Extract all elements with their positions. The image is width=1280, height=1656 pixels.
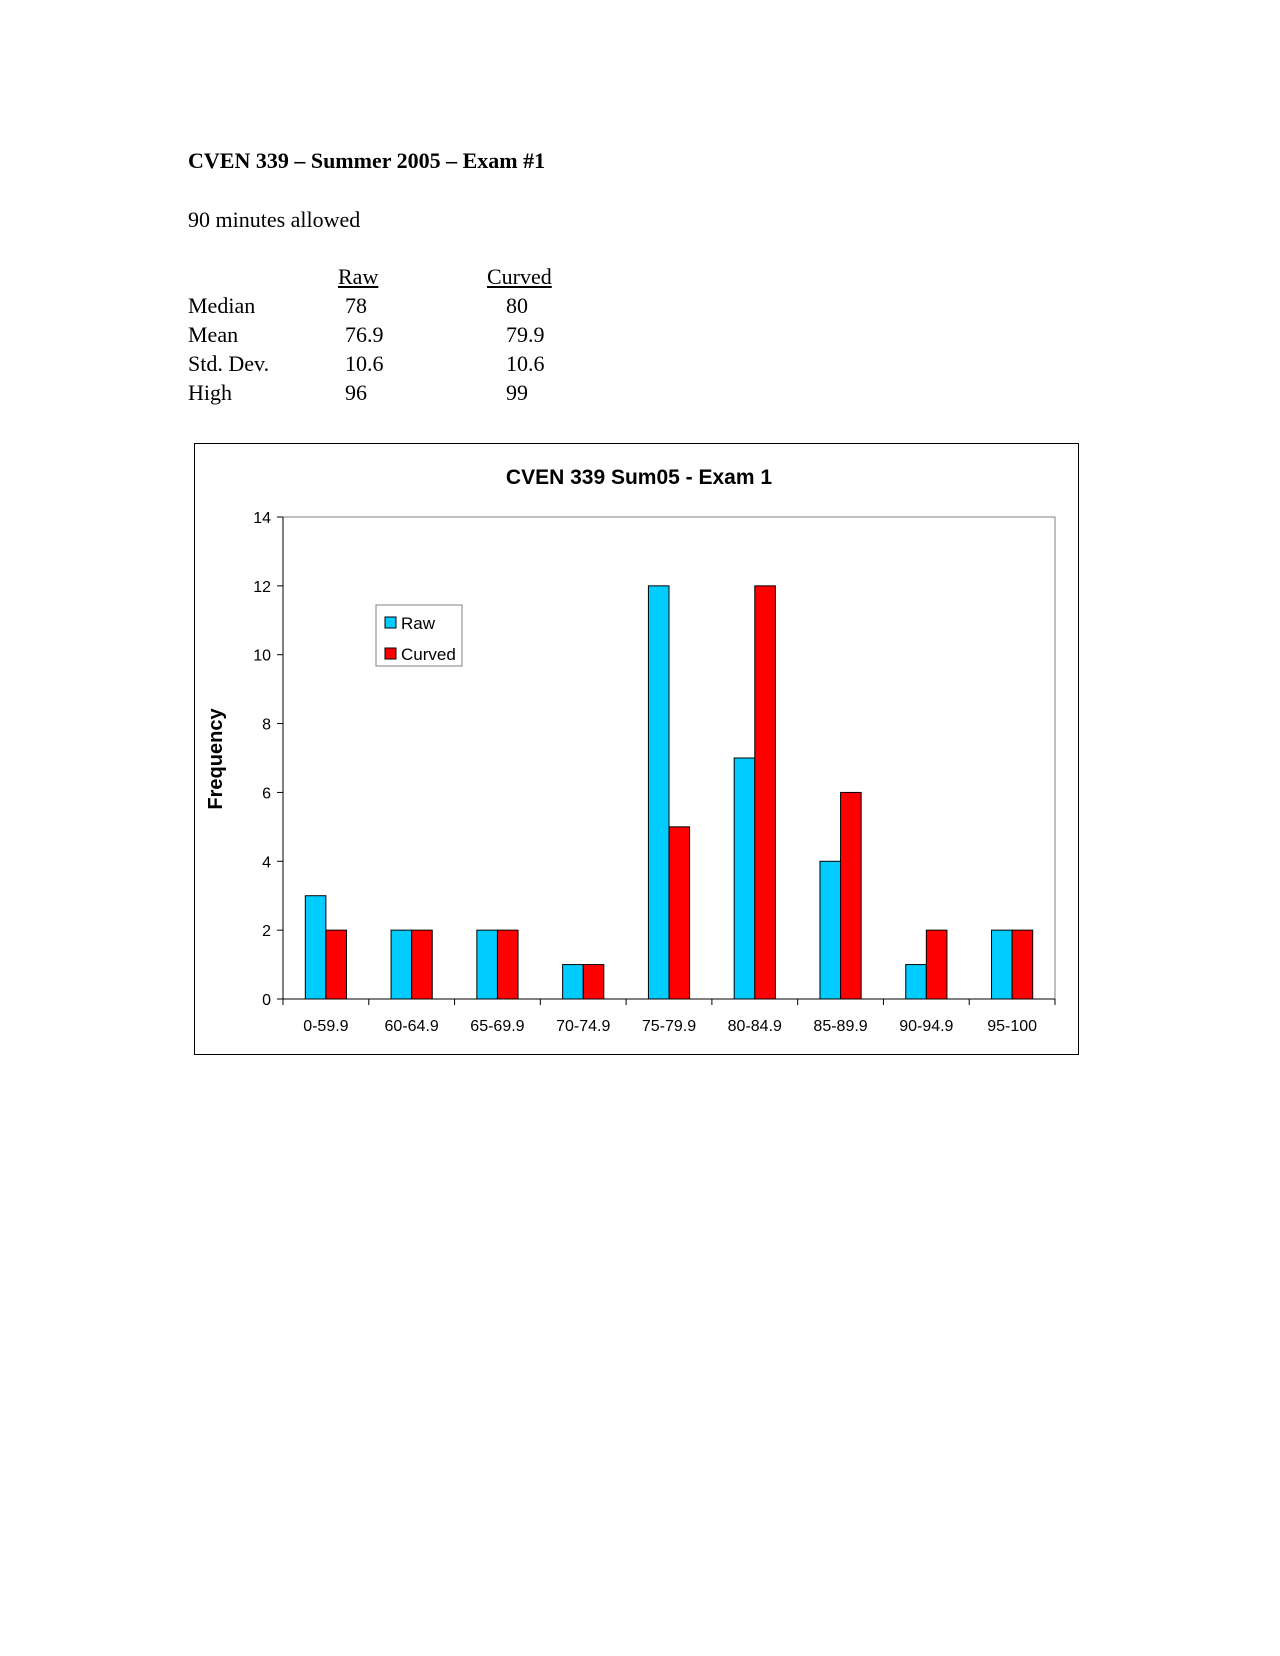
bar-curved xyxy=(755,586,776,999)
stat-label: High xyxy=(188,380,232,405)
histogram-chart xyxy=(195,444,1078,1054)
bar-raw xyxy=(305,896,326,999)
x-tick-label: 65-69.9 xyxy=(470,1018,525,1035)
stat-label: Mean xyxy=(188,322,239,347)
y-tick-label: 0 xyxy=(262,992,271,1009)
x-tick-label: 95-100 xyxy=(987,1018,1038,1035)
bar-curved xyxy=(926,930,947,999)
stat-curved-value: 10.6 xyxy=(506,351,545,376)
stat-curved-value: 99 xyxy=(506,380,528,405)
bar-raw xyxy=(391,930,412,999)
bar-raw xyxy=(648,586,669,999)
y-tick-label: 2 xyxy=(262,923,271,941)
y-tick-label: 8 xyxy=(262,716,271,734)
bar-raw xyxy=(992,930,1013,999)
bar-curved xyxy=(669,827,690,999)
stats-header-row xyxy=(188,262,608,291)
x-tick-label: 60-64.9 xyxy=(384,1018,439,1035)
x-tick-label: 70-74.9 xyxy=(556,1018,611,1035)
bar-curved xyxy=(326,930,347,999)
stats-row-high xyxy=(188,378,608,407)
x-tick-label: 85-89.9 xyxy=(813,1018,868,1035)
legend-swatch-raw xyxy=(385,617,396,628)
bar-raw xyxy=(734,758,755,999)
bar-curved xyxy=(841,792,862,999)
y-tick-label: 14 xyxy=(253,510,271,527)
legend-label-curved: Curved xyxy=(401,645,456,664)
x-tick-label: 90-94.9 xyxy=(899,1018,954,1035)
stat-label: Std. Dev. xyxy=(188,351,270,376)
stats-table xyxy=(188,262,608,407)
stat-curved-value: 80 xyxy=(506,293,528,318)
chart-title: CVEN 339 Sum05 - Exam 1 xyxy=(505,466,773,489)
bar-raw xyxy=(563,965,584,999)
y-axis-label: Frequency xyxy=(205,708,227,810)
legend-label-raw: Raw xyxy=(401,614,436,633)
y-tick-label: 12 xyxy=(253,578,271,596)
chart-plot-layer xyxy=(253,510,1055,1035)
chart-frame xyxy=(194,443,1079,1055)
stat-raw-value: 78 xyxy=(345,293,367,318)
y-tick-label: 4 xyxy=(262,854,271,872)
stats-row-std-dev xyxy=(188,349,608,378)
stat-raw-value: 10.6 xyxy=(345,351,384,376)
stat-raw-value: 76.9 xyxy=(345,322,384,347)
stat-curved-value: 79.9 xyxy=(506,322,545,347)
bar-raw xyxy=(906,965,927,999)
x-tick-label: 80-84.9 xyxy=(727,1018,782,1035)
curved-column-header: Curved xyxy=(487,264,552,289)
y-tick-label: 6 xyxy=(262,785,271,803)
bar-curved xyxy=(412,930,433,999)
stats-row-mean xyxy=(188,320,608,349)
y-tick-label: 10 xyxy=(253,647,271,665)
stat-raw-value: 96 xyxy=(345,380,367,405)
bar-raw xyxy=(820,861,841,999)
bar-raw xyxy=(477,930,498,999)
x-tick-label: 75-79.9 xyxy=(641,1018,697,1035)
bar-curved xyxy=(583,965,604,999)
legend-swatch-curved xyxy=(385,648,396,659)
time-allowed-note: 90 minutes allowed xyxy=(188,207,361,232)
x-tick-label: 0-59.9 xyxy=(303,1018,349,1035)
document-title: CVEN 339 – Summer 2005 – Exam #1 xyxy=(188,148,546,173)
raw-column-header: Raw xyxy=(338,264,379,289)
stats-row-median xyxy=(188,291,608,320)
bar-curved xyxy=(497,930,518,999)
bar-curved xyxy=(1012,930,1033,999)
stat-label: Median xyxy=(188,293,256,318)
